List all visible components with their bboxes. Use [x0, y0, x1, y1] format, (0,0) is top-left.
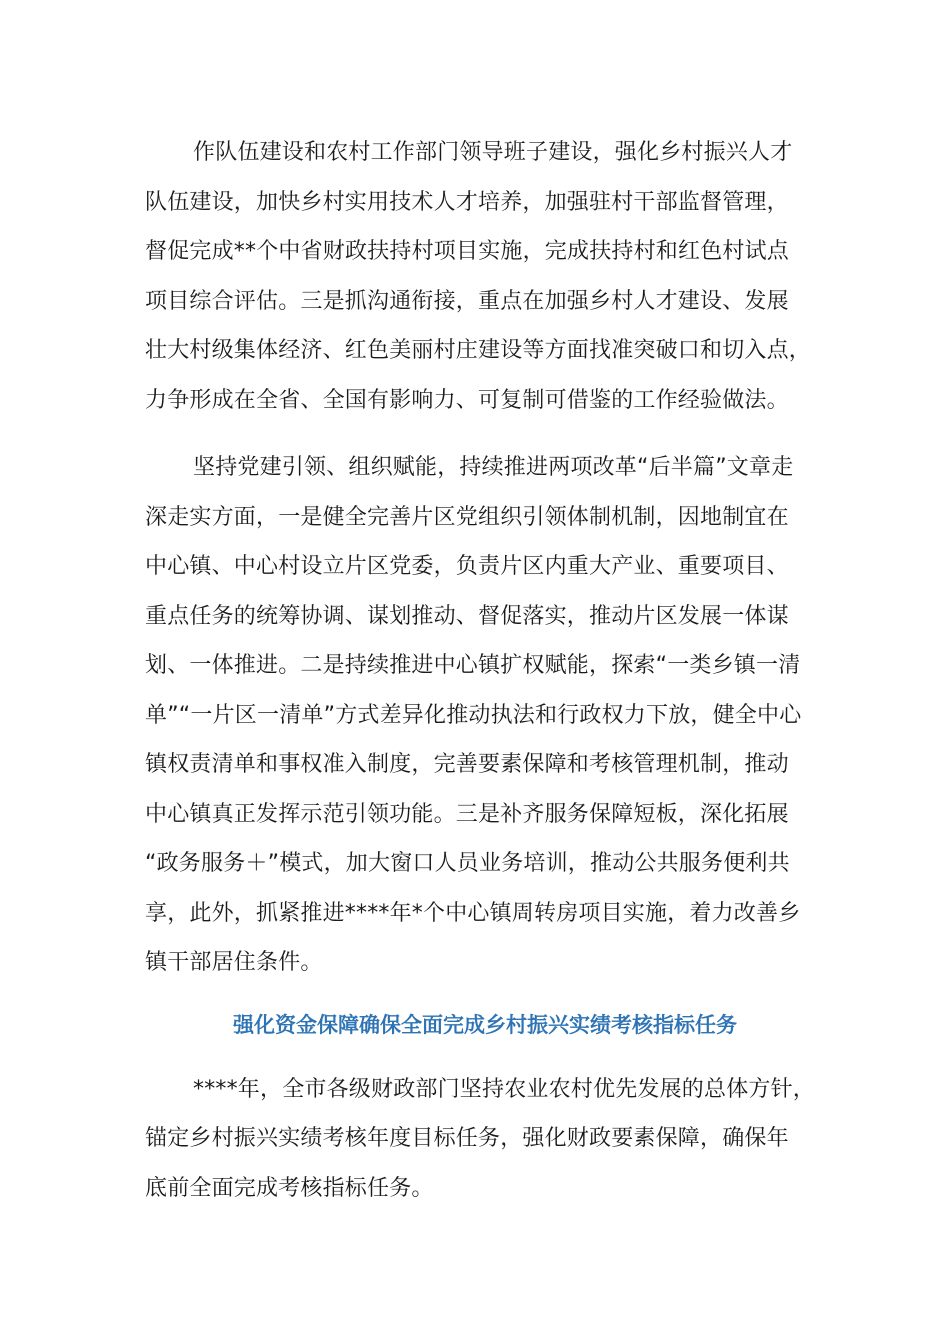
paragraph-3-line: ****年，全市各级财政部门坚持农业农村优先发展的总体方针，: [193, 1076, 816, 1102]
paragraph-3-line: 锚定乡村振兴实绩考核年度目标任务，强化财政要素保障，确保年: [145, 1126, 789, 1151]
paragraph-2-line: 划、一体推进。二是持续推进中心镇扩权赋能，探索“一类乡镇一清: [145, 653, 801, 678]
paragraph-2-line: 镇干部居住条件。: [145, 950, 323, 975]
paragraph-2-line: 中心镇真正发挥示范引领功能。三是补齐服务保障短板，深化拓展: [145, 801, 789, 827]
paragraph-2-line: 坚持党建引领、组织赋能，持续推进两项改革“后半篇”文章走: [193, 455, 794, 480]
paragraph-2-line: 享，此外，抓紧推进****年*个中心镇周转房项目实施，着力改善乡: [145, 900, 801, 926]
paragraph-2-line: 单”“一片区一清单”方式差异化推动执法和行政权力下放，健全中心: [145, 702, 802, 728]
paragraph-2-line: 镇权责清单和事权准入制度，完善要素保障和考核管理机制，推动: [145, 752, 789, 777]
paragraph-2-line: “政务服务＋”模式，加大窗口人员业务培训，推动公共服务便利共: [145, 851, 790, 876]
paragraph-1-line: 项目综合评估。三是抓沟通衔接，重点在加强乡村人才建设、发展: [145, 288, 789, 314]
paragraph-1-line: 壮大村级集体经济、红色美丽村庄建设等方面找准突破口和切入点，: [145, 338, 812, 363]
paragraph-2-line: 深走实方面，一是健全完善片区党组织引领体制机制，因地制宜在: [145, 504, 789, 530]
paragraph-1-line: 督促完成**个中省财政扶持村项目实施，完成扶持村和红色村试点: [145, 239, 790, 264]
paragraph-3-line: 底前全面完成考核指标任务。: [145, 1175, 434, 1201]
paragraph-2-line: 重点任务的统筹协调、谋划推动、督促落实，推动片区发展一体谋: [145, 603, 789, 629]
document-body: [145, 128, 825, 1213]
paragraph-2: [145, 443, 825, 988]
paragraph-2-line: 中心镇、中心村设立片区党委，负责片区内重大产业、重要项目、: [145, 554, 789, 579]
paragraph-1-line: 力争形成在全省、全国有影响力、可复制可借鉴的工作经验做法。: [145, 387, 789, 413]
section-heading: 强化资金保障确保全面完成乡村振兴实绩考核指标任务: [233, 1012, 737, 1037]
paragraph-3: [145, 1065, 825, 1214]
paragraph-1: [145, 128, 825, 425]
paragraph-1-line: 队伍建设，加快乡村实用技术人才培养，加强驻村干部监督管理，: [145, 189, 789, 215]
paragraph-1-line: 作队伍建设和农村工作部门领导班子建设，强化乡村振兴人才: [193, 140, 793, 165]
